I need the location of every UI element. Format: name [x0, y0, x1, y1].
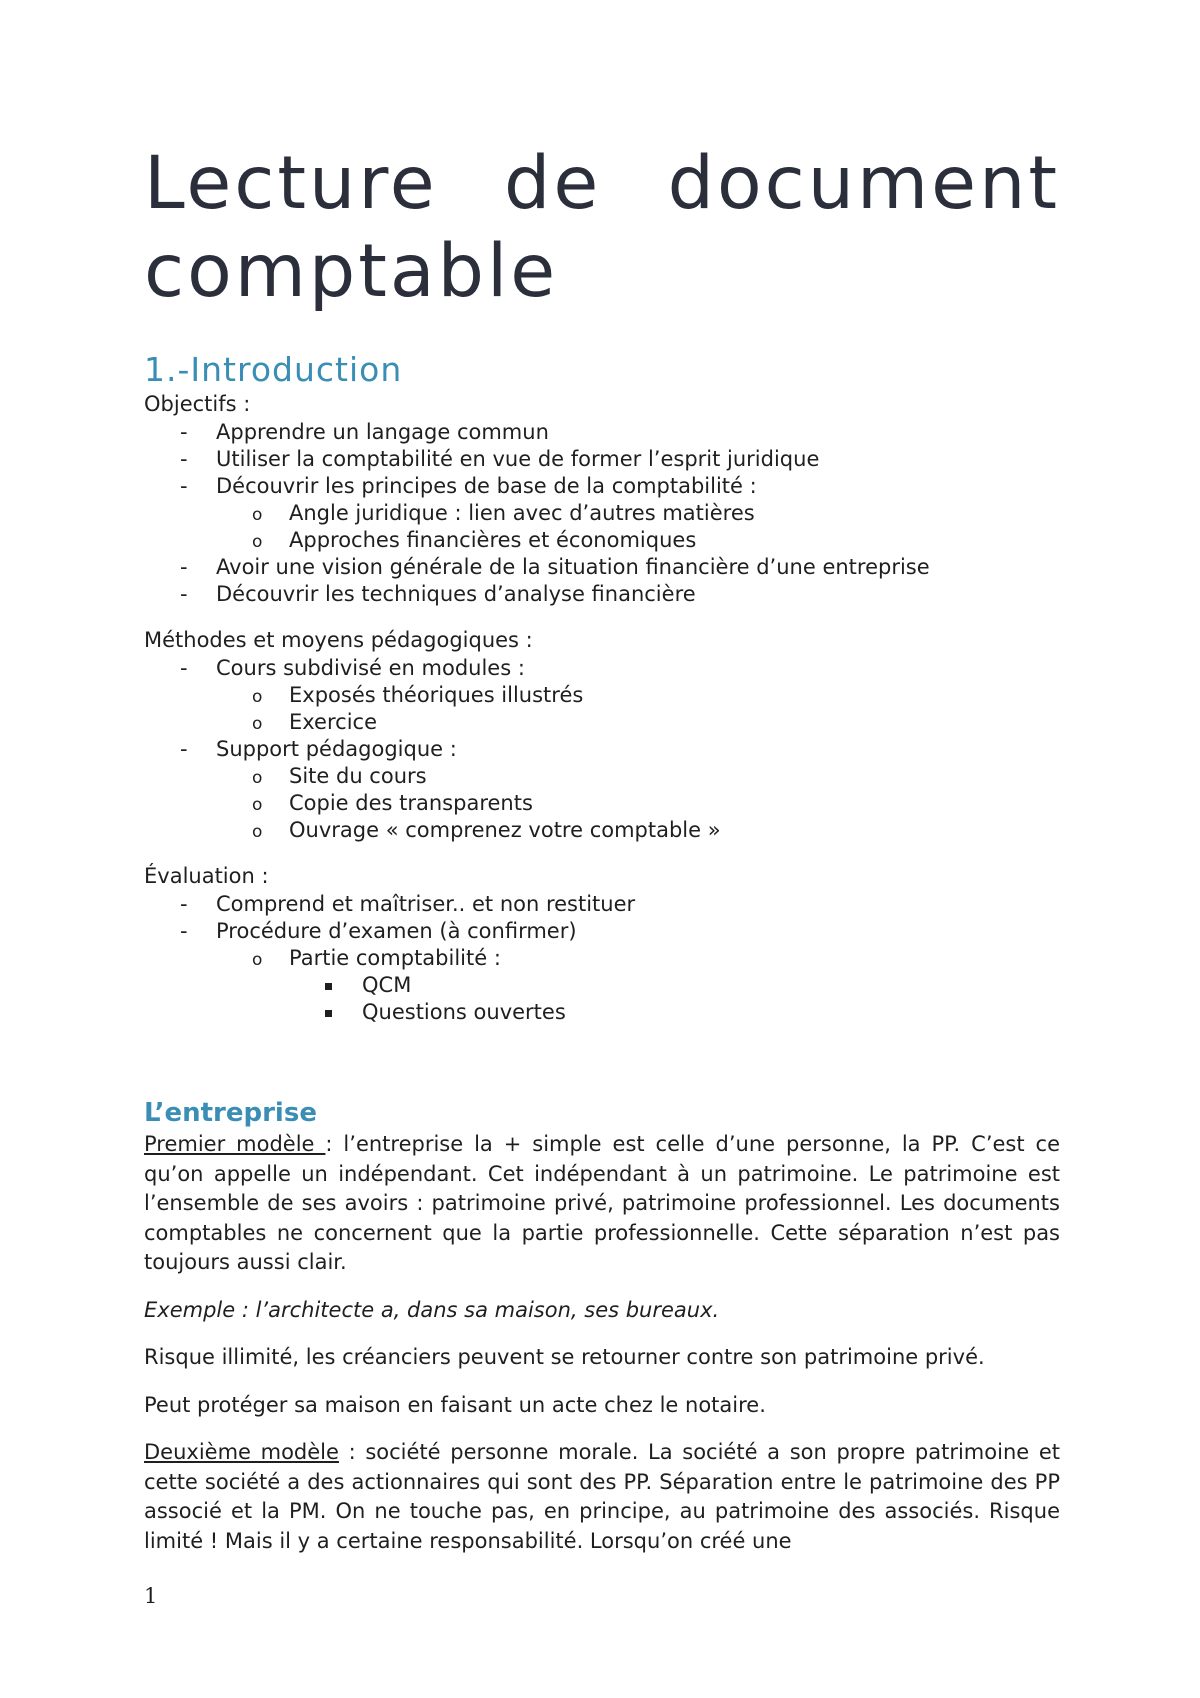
sub-list-item	[216, 527, 1060, 554]
heading-introduction: 1.-Introduction	[144, 350, 403, 389]
circle-bullet: o	[252, 505, 263, 525]
dash-bullet: -	[180, 656, 188, 680]
list-item-text: Apprendre un langage commun	[216, 420, 549, 444]
square-bullet	[325, 983, 332, 990]
title-line-2: comptable	[144, 229, 559, 314]
evaluation-list	[144, 891, 1060, 1026]
circle-bullet: o	[252, 768, 263, 788]
list-item-text: QCM	[362, 973, 412, 997]
list-item-text: Site du cours	[289, 764, 427, 788]
sub-list-item	[216, 682, 1060, 709]
heading-entreprise: L’entreprise	[144, 1098, 317, 1128]
dash-bullet: -	[180, 474, 188, 498]
list-item-text: Approches financières et économiques	[289, 528, 697, 552]
title-word: de	[504, 141, 602, 226]
list-item-text: Ouvrage « comprenez votre comptable »	[289, 818, 721, 842]
methodes-label: Méthodes et moyens pédagogiques :	[144, 628, 533, 652]
paragraph-risque: Risque illimité, les créanciers peuvent se retourner contre son patrimoine privé.	[144, 1345, 985, 1369]
paragraph-text: : société personne morale. La société a son propre patrimoine et cette société a des actionnaires qui sont des PP. Séparation entre le patrimoine des PP associé et la PM. On ne touche pas, en principe, au patrimoine des associés. Risque limité ! Mais il y a certaine responsabilité. Lorsqu’on créé une	[144, 1440, 1060, 1553]
list-item	[144, 891, 1060, 918]
paragraph-notaire: Peut protéger sa maison en faisant un acte chez le notaire.	[144, 1392, 766, 1417]
list-item	[144, 554, 1060, 581]
list-item-text: Copie des transparents	[289, 791, 533, 815]
circle-bullet: o	[252, 687, 263, 707]
page-content	[144, 140, 1060, 1556]
list-item-text: Découvrir les principes de base de la comptabilité :	[216, 474, 757, 498]
paragraph-example: Exemple : l’architecte a, dans sa maison, ses bureaux.	[144, 1297, 720, 1322]
list-item-text: Partie comptabilité :	[289, 946, 501, 970]
circle-bullet: o	[252, 822, 263, 842]
objectifs-label: Objectifs :	[144, 392, 251, 416]
list-item	[144, 918, 1060, 1026]
list-item	[144, 446, 1060, 473]
sub-sub-list-item	[289, 999, 1060, 1026]
list-item-text: Procédure d’examen (à confirmer)	[216, 919, 577, 943]
sub-list	[216, 945, 1060, 1026]
paragraph-deuxieme-modele	[144, 1438, 1060, 1556]
underlined-label: Deuxième modèle	[144, 1440, 339, 1464]
sub-list	[216, 500, 1060, 554]
sub-list-item	[216, 817, 1060, 844]
dash-bullet: -	[180, 447, 188, 471]
list-item	[144, 655, 1060, 736]
dash-bullet: -	[180, 420, 188, 444]
circle-bullet: o	[252, 714, 263, 734]
underlined-label: Premier modèle	[144, 1132, 326, 1156]
title-word: document	[667, 141, 1060, 226]
sub-list	[216, 682, 1060, 736]
list-item	[144, 736, 1060, 844]
objectifs-list	[144, 419, 1060, 608]
list-item-text: Angle juridique : lien avec d’autres matières	[289, 501, 755, 525]
list-item-text: Utiliser la comptabilité en vue de former l’esprit juridique	[216, 447, 820, 471]
list-item	[144, 473, 1060, 554]
sub-list-item	[216, 790, 1060, 817]
page-number: 1	[144, 1584, 158, 1608]
list-item-text: Découvrir les techniques d’analyse financière	[216, 582, 696, 606]
evaluation-label: Évaluation :	[144, 864, 269, 888]
list-item-text: Exposés théoriques illustrés	[289, 683, 584, 707]
sub-list-item	[216, 763, 1060, 790]
circle-bullet: o	[252, 532, 263, 552]
dash-bullet: -	[180, 582, 188, 606]
dash-bullet: -	[180, 919, 188, 943]
title-word: Lecture	[144, 141, 438, 226]
title-line-1	[144, 140, 1060, 228]
sub-list-item	[216, 945, 1060, 1026]
dash-bullet: -	[180, 892, 188, 916]
list-item-text: Questions ouvertes	[362, 1000, 566, 1024]
sub-list-item	[216, 500, 1060, 527]
sub-list-item	[216, 709, 1060, 736]
list-item-text: Avoir une vision générale de la situation financière d’une entreprise	[216, 555, 930, 579]
list-item-text: Support pédagogique :	[216, 737, 457, 761]
circle-bullet: o	[252, 950, 263, 970]
list-item-text: Cours subdivisé en modules :	[216, 656, 525, 680]
methodes-list	[144, 655, 1060, 844]
list-item	[144, 419, 1060, 446]
paragraph-premier-modele	[144, 1130, 1060, 1278]
list-item	[144, 581, 1060, 608]
sub-list	[216, 763, 1060, 844]
paragraph-text: : l’entreprise la + simple est celle d’une personne, la PP. C’est ce qu’on appelle un indépendant. Cet indépendant à un patrimoine. Le patrimoine est l’ensemble de ses avoirs : patrimoine privé, patrimoine professionnel. Les documents comptables ne concernent que la partie professionnelle. Cette séparation n’est pas toujours aussi clair.	[144, 1132, 1060, 1274]
list-item-text: Exercice	[289, 710, 377, 734]
circle-bullet: o	[252, 795, 263, 815]
dash-bullet: -	[180, 555, 188, 579]
list-item-text: Comprend et maîtriser.. et non restituer	[216, 892, 636, 916]
sub-sub-list-item	[289, 972, 1060, 999]
sub-sub-list	[289, 972, 1060, 1026]
square-bullet	[325, 1010, 332, 1017]
dash-bullet: -	[180, 737, 188, 761]
document-title	[144, 140, 1060, 316]
